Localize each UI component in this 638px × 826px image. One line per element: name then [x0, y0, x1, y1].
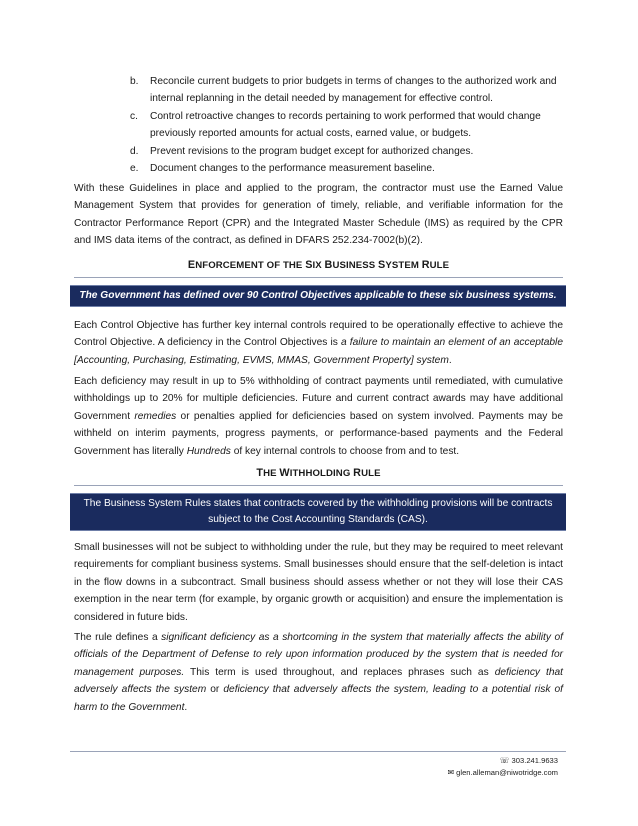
paragraph-deficiency: Each deficiency may result in up to 5% withholding of contract payments until remediated, with cumulative withholdings up to 20% for multiple deficiencies. Future and current contract awards may have additional Government remedies or penalties applied for deficiencies based on system involved. Payments may be withheld on interim payments, progress payments, or performance-based payments and the Federal Government has literally Hundreds of key internal controls to choose from and to test. [74, 376, 564, 457]
list-text: Control retroactive changes to records pertaining to work performed that would change previously reported amounts for actual costs, earned value, or budgets. [150, 110, 541, 140]
list-text: Reconcile current budgets to prior budgets in terms of changes to the authorized work and internal replanning in the detail needed by management for effective control. [150, 76, 557, 105]
heading-rule [74, 485, 563, 486]
list-letter: c. [130, 110, 138, 122]
footer-email: ✉ glen.alleman@niwotridge.com [447, 768, 558, 777]
heading-rule [74, 277, 563, 278]
list-text: Prevent revisions to the program budget except for authorized changes. [150, 145, 474, 157]
list-letter: d. [130, 145, 139, 157]
list-item [130, 73, 570, 108]
list-text: Document changes to the performance measurement baseline. [150, 163, 435, 175]
paragraph-small-business: Small businesses will not be subject to withholding under the rule, but they may be required to meet relevant requirements for compliant business systems. Small businesses should ensure that the self-deletion is intact in the flow downs in a subcontract. Small business should assess whether or not they will lose their CAS exemption in the near term (for example, by organic growth or acquisition) and ensure the implementation is considered in future bids. [74, 542, 563, 623]
list-letter: e. [130, 163, 139, 175]
section-heading-withholding: THE WITHHOLDING RULE [256, 467, 381, 479]
section-heading-enforcement: ENFORCEMENT OF THE SIX BUSINESS SYSTEM RULE [187, 259, 450, 271]
lettered-list [130, 73, 570, 177]
footer-phone: ☏ 303.241.9633 [499, 756, 558, 765]
phone-icon: ☏ [499, 756, 510, 765]
paragraph-control-objective: Each Control Objective has further key internal controls required to be operationally effective to achieve the Control Objective. A deficiency in the Control Objectives is a failure to maintain an element of an acceptable [Accounting, Purchasing, Estimating, EVMS, MMAS, Government Property] system. [74, 320, 563, 366]
list-item [130, 143, 570, 160]
callout-banner: The Business System Rules states that contracts covered by the withholding provisions will be contracts subject to the Cost Accounting Standards (CAS). [70, 493, 566, 531]
list-letter: b. [130, 76, 139, 87]
list-item [130, 160, 570, 177]
list-item [130, 108, 570, 143]
paragraph-significant-deficiency: The rule defines a significant deficiency as a shortcoming in the system that materially affects the ability of officials of the Department of Defense to rely upon information produced by the system that is needed for management purposes. This term is used throughout, and replaces phrases such as deficiency that adversely affects the system or deficiency that adversely affects the system, leading to a potential risk of harm to the Government. [74, 632, 563, 713]
intro-paragraph: With these Guidelines in place and applied to the program, the contractor must use the Earned Value Management System that provides for generation of timely, reliable, and verifiable information for the Contractor Performance Report (CPR) and the Integrated Master Schedule (IMS) as required by the CPR and IMS data items of the contract, as defined in DFARS 252.234-7002(b)(2). [74, 183, 563, 247]
envelope-icon: ✉ [447, 768, 455, 777]
footer-rule [70, 751, 566, 752]
callout-banner: The Government has defined over 90 Control Objectives applicable to these six business systems. [70, 285, 566, 307]
